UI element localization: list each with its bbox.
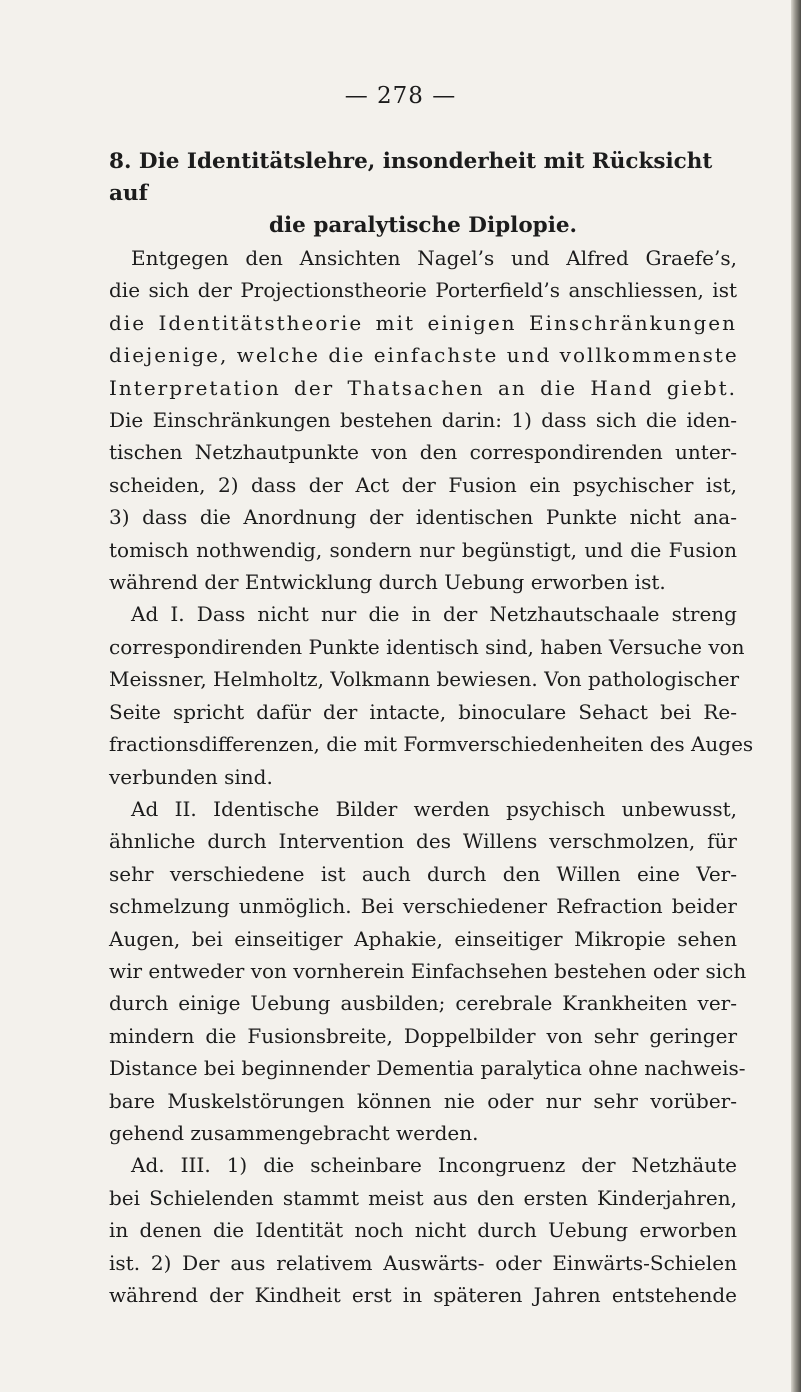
text-line: fractionsdifferenzen, die mit Formverschiedenheiten des Auges <box>109 732 754 757</box>
text-line: gehend zusammengebracht werden. <box>109 1120 479 1145</box>
section-heading <box>109 146 737 242</box>
text-line: Ad I. Dass nicht nur die in der Netzhautschaale streng <box>131 602 737 627</box>
text-line: Ad. III. 1) die scheinbare Incongruenz der Netzhäute <box>131 1153 737 1178</box>
heading-line-2: die paralytische Diplopie. <box>268 213 578 238</box>
text-line: Augen, bei einseitiger Aphakie, einseitiger Mikropie sehen <box>109 926 737 951</box>
text-line: während der Kindheit erst in späteren Jahren entstehende <box>109 1283 737 1307</box>
text-line: während der Entwicklung durch Uebung erworben ist. <box>109 570 666 595</box>
text-line: Distance bei beginnender Dementia paralytica ohne nachweis- <box>109 1056 746 1081</box>
text-line: tischen Netzhautpunkte von den correspondirenden unter- <box>109 440 737 465</box>
text-line: ist. 2) Der aus relativem Auswärts- oder Einwärts-Schielen <box>109 1250 737 1275</box>
text-line: correspondirenden Punkte identisch sind, haben Versuche von <box>109 634 745 659</box>
body-text <box>109 242 754 1311</box>
text-line: Seite spricht dafür der intacte, binoculare Sehact bei Re- <box>109 699 737 724</box>
text-line: die Identitätstheorie mit einigen Einschränkungen <box>109 310 737 335</box>
text-line: Entgegen den Ansichten Nagel’s und Alfred Graefe’s, <box>131 246 737 270</box>
text-line: Meissner, Helmholtz, Volkmann bewiesen. Von pathologischer <box>109 667 740 692</box>
heading-line-1: 8. Die Identitätslehre, insonderheit mit Rücksicht auf <box>109 149 713 206</box>
page-number: — 278 — <box>344 83 457 109</box>
text-line: Die Einschränkungen bestehen darin: 1) dass sich die iden- <box>109 408 737 433</box>
text-line: ähnliche durch Intervention des Willens verschmolzen, für <box>109 829 737 854</box>
page-content <box>109 146 754 1311</box>
text-line: Interpretation der Thatsachen an die Hand giebt. <box>109 375 737 400</box>
text-line: Ad II. Identische Bilder werden psychisch unbewusst, <box>131 796 737 821</box>
text-line: diejenige, welche die einfachste und vollkommenste <box>109 343 739 368</box>
text-line: bei Schielenden stammt meist aus den ersten Kinderjahren, <box>109 1185 737 1210</box>
page-edge <box>791 0 801 1392</box>
text-line: durch einige Uebung ausbilden; cerebrale Krankheiten ver- <box>109 991 737 1016</box>
text-line: die sich der Projectionstheorie Porterfield’s anschliessen, ist <box>109 278 737 303</box>
text-line: sehr verschiedene ist auch durch den Willen eine Ver- <box>109 861 737 886</box>
text-line: schmelzung unmöglich. Bei verschiedener Refraction beider <box>109 894 737 919</box>
text-line: bare Muskelstörungen können nie oder nur sehr vorüber- <box>109 1088 737 1113</box>
text-line: tomisch nothwendig, sondern nur begünstigt, und die Fusion <box>109 537 737 562</box>
text-line: verbunden sind. <box>109 764 273 789</box>
text-line: in denen die Identität noch nicht durch Uebung erworben <box>109 1218 737 1243</box>
text-line: scheiden, 2) dass der Act der Fusion ein psychischer ist, <box>109 472 737 497</box>
text-line: mindern die Fusionsbreite, Doppelbilder von sehr geringer <box>109 1023 737 1048</box>
text-line: wir entweder von vornherein Einfachsehen bestehen oder sich <box>109 958 747 983</box>
text-line: 3) dass die Anordnung der identischen Punkte nicht ana- <box>109 505 737 530</box>
